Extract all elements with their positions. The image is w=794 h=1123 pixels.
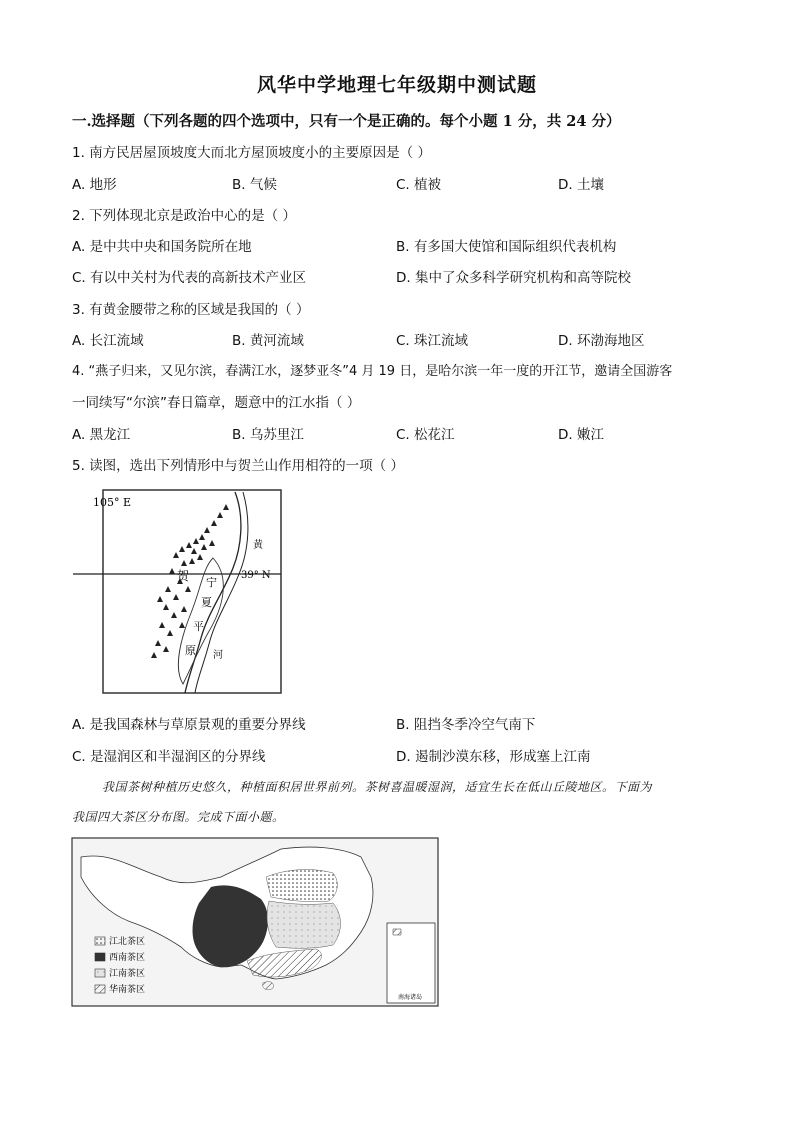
q3-option-b[interactable]: B. 黄河流域 bbox=[232, 333, 304, 349]
tea-intro-line-1: 我国茶树种植历史悠久，种植面积居世界前列。茶树喜温暖湿润，适宜生长在低山丘陵地区。下面为 bbox=[102, 780, 653, 794]
legend-huanan: 华南茶区 bbox=[109, 985, 146, 995]
q1-option-b[interactable]: B. 气候 bbox=[232, 177, 277, 193]
question-4-line-2: 一同续写“尔滨”春日篇章，题意中的江水指（ ） bbox=[72, 395, 361, 411]
tea-region-map bbox=[71, 837, 441, 1009]
latitude-label: 39° N bbox=[241, 570, 271, 581]
q5-option-d[interactable]: D. 遏制沙漠东移，形成塞上江南 bbox=[396, 749, 591, 765]
legend-xinan: 西南茶区 bbox=[109, 953, 146, 963]
legend-jiangbei: 江北茶区 bbox=[109, 937, 146, 947]
q4-option-c[interactable]: C. 松花江 bbox=[396, 427, 455, 443]
q2-option-b[interactable]: B. 有多国大使馆和国际组织代表机构 bbox=[396, 239, 617, 255]
question-4-line-1: 4. “燕子归来，又见尔滨，春满江水，逐梦亚冬”4 月 19 日，是哈尔滨一年一度的开江节，邀请全国游客 bbox=[72, 364, 673, 379]
q3-option-d[interactable]: D. 环渤海地区 bbox=[558, 333, 645, 349]
label-he: 贺 bbox=[177, 569, 190, 583]
tea-intro-line-2: 我国四大茶区分布图。完成下面小题。 bbox=[72, 810, 285, 824]
longitude-label: 105° E bbox=[93, 496, 132, 509]
q2-option-c[interactable]: C. 有以中关村为代表的高新技术产业区 bbox=[72, 270, 307, 286]
question-3: 3. 有黄金腰带之称的区域是我国的（ ） bbox=[72, 302, 310, 318]
question-1: 1. 南方民居屋顶坡度大而北方屋顶坡度小的主要原因是（ ） bbox=[72, 145, 431, 161]
q5-option-c[interactable]: C. 是湿润区和半湿润区的分界线 bbox=[72, 749, 266, 765]
hainan-island bbox=[263, 982, 274, 990]
map-frame bbox=[103, 490, 281, 693]
inset-label: 南海诸岛 bbox=[398, 994, 423, 1001]
jiangbei-tea-region bbox=[266, 870, 337, 902]
q4-option-a[interactable]: A. 黑龙江 bbox=[72, 427, 131, 443]
q3-option-c[interactable]: C. 珠江流域 bbox=[396, 333, 469, 349]
q4-option-b[interactable]: B. 乌苏里江 bbox=[232, 427, 304, 443]
helan-mountain-map bbox=[73, 488, 285, 696]
section-heading: 一.选择题（下列各题的四个选项中，只有一个是正确的。每个小题 1 分，共 24 分） bbox=[72, 113, 621, 130]
page-title: 风华中学地理七年级期中测试题 bbox=[256, 74, 537, 96]
q2-option-d[interactable]: D. 集中了众多科学研究机构和高等院校 bbox=[396, 270, 631, 286]
q3-option-a[interactable]: A. 长江流域 bbox=[72, 333, 144, 349]
label-xia: 夏 bbox=[201, 596, 212, 609]
q1-option-a[interactable]: A. 地形 bbox=[72, 177, 117, 193]
q1-option-c[interactable]: C. 植被 bbox=[396, 177, 442, 193]
jiangnan-tea-region bbox=[267, 901, 340, 948]
q2-option-a[interactable]: A. 是中共中央和国务院所在地 bbox=[72, 239, 252, 255]
q5-option-b[interactable]: B. 阻挡冬季冷空气南下 bbox=[396, 717, 536, 733]
q1-option-d[interactable]: D. 土壤 bbox=[558, 177, 604, 193]
q5-option-a[interactable]: A. 是我国森林与草原景观的重要分界线 bbox=[72, 717, 306, 733]
legend-jiangnan: 江南茶区 bbox=[109, 969, 146, 979]
label-ping: 平 bbox=[193, 620, 204, 633]
label-huang: 黄 bbox=[253, 540, 263, 551]
label-ning: 宁 bbox=[206, 576, 217, 589]
label-yuan: 原 bbox=[185, 644, 196, 657]
label-river: 河 bbox=[213, 650, 223, 661]
question-5: 5. 读图，选出下列情形中与贺兰山作用相符的一项（ ） bbox=[72, 458, 404, 474]
question-2: 2. 下列体现北京是政治中心的是（ ） bbox=[72, 208, 296, 224]
q4-option-d[interactable]: D. 嫩江 bbox=[558, 427, 604, 443]
